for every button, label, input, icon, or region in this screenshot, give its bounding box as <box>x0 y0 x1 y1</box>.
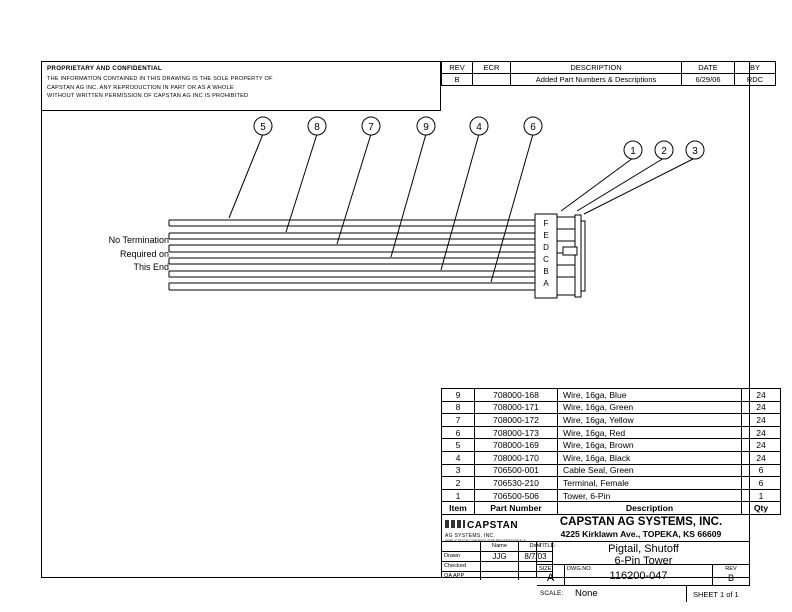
bom-item: 2 <box>442 477 475 490</box>
signoff-name-label: Name <box>481 542 519 551</box>
connector-letter-f: F <box>543 219 549 228</box>
bom-part-number: 708000-169 <box>475 439 558 452</box>
balloon-label-2: 2 <box>661 146 667 157</box>
balloon-label-1: 1 <box>630 146 636 157</box>
bom-row <box>442 464 781 477</box>
company-block <box>441 512 750 542</box>
bom-part-number: 708000-171 <box>475 401 558 414</box>
revision-row <box>442 74 776 86</box>
bill-of-materials <box>441 388 781 515</box>
logo-sub-text: AG SYSTEMS, INC. <box>445 533 496 539</box>
note-line-1: No Termination <box>108 235 169 245</box>
rev-block <box>713 565 750 586</box>
drawing-title-block <box>537 542 750 565</box>
bom-header-description: Description <box>558 502 742 515</box>
drawing-title-line-2: 6-Pin Tower <box>614 555 673 567</box>
bom-qty: 24 <box>742 414 781 427</box>
bom-row <box>442 401 781 414</box>
scale-value: None <box>575 588 598 599</box>
revision-table <box>441 61 776 86</box>
bom-item: 5 <box>442 439 475 452</box>
bom-qty: 24 <box>742 439 781 452</box>
wire-bundle <box>169 220 535 290</box>
proprietary-notice <box>41 61 441 111</box>
bom-description: Wire, 16ga, Blue <box>558 389 742 402</box>
signoff-drawn-name: JJG <box>481 551 519 561</box>
bom-row <box>442 489 781 502</box>
revision-header-description: DESCRIPTION <box>511 62 682 74</box>
proprietary-title: PROPRIETARY AND CONFIDENTIAL <box>47 65 162 72</box>
title-label: TITLE: <box>539 543 556 549</box>
bom-row <box>442 477 781 490</box>
scale-label: SCALE: <box>540 590 564 597</box>
drawing-title-line-1: Pigtail, Shutoff <box>608 543 679 555</box>
balloon-label-3: 3 <box>692 146 698 157</box>
bom-row <box>442 439 781 452</box>
balloon-label-7: 7 <box>368 122 374 133</box>
revision-cell-date: 6/29/06 <box>682 74 735 86</box>
signoff-date-label: Date <box>519 542 553 551</box>
logo-mark-row <box>445 515 531 533</box>
signoff-drawn-date: 8/7/03 <box>519 551 553 561</box>
bom-row <box>442 414 781 427</box>
bom-header-qty: Qty <box>742 502 781 515</box>
bom-qty: 6 <box>742 477 781 490</box>
bom-part-number: 708000-172 <box>475 414 558 427</box>
company-address: 4225 Kirklawn Ave., TOPEKA, KS 66609 <box>560 529 722 539</box>
balloon-label-5: 5 <box>260 122 266 133</box>
no-termination-note <box>41 234 169 275</box>
connector-letter-a: A <box>543 279 549 288</box>
rev-value: B <box>727 573 734 583</box>
bom-header-item: Item <box>442 502 475 515</box>
size-value: A <box>546 572 555 584</box>
leader-lines <box>229 134 695 282</box>
signoff-checked-row <box>442 561 553 571</box>
proprietary-line-1: THE INFORMATION CONTAINED IN THIS DRAWING IS THE SOLE PROPERTY OF <box>47 76 273 82</box>
note-line-2: Required on <box>119 248 169 259</box>
logo-bars-icon <box>445 520 465 528</box>
bom-row <box>442 389 781 402</box>
logo-main-text: CAPSTAN <box>467 520 519 531</box>
bom-item: 9 <box>442 389 475 402</box>
dwg-value: 116200-047 <box>609 570 668 582</box>
signoff-qa-name <box>481 571 519 580</box>
revision-header-rev: REV <box>442 62 473 74</box>
bom-part-number: 708000-168 <box>475 389 558 402</box>
bom-item: 6 <box>442 426 475 439</box>
revision-header-ecr: ECR <box>473 62 511 74</box>
bom-part-number: 706500-506 <box>475 489 558 502</box>
bom-qty: 24 <box>742 426 781 439</box>
signoff-blank <box>442 542 481 551</box>
bom-row <box>442 451 781 464</box>
balloon-label-9: 9 <box>423 122 429 133</box>
sheet-block <box>687 586 750 602</box>
bom-description: Wire, 16ga, Brown <box>558 439 742 452</box>
note-line-3: This End <box>133 262 169 272</box>
logo-tagline: APPLICATION CONTROL FOR PROFESSIONALS <box>445 539 526 543</box>
proprietary-line-3: WITHOUT WRITTEN PERMISSION OF CAPSTAN AG INC IS PROHIBITED <box>47 93 249 100</box>
revision-cell-description: Added Part Numbers & Descriptions <box>511 74 682 86</box>
signoff-checked-label: Checked <box>442 561 481 571</box>
signoff-qa-label: QA APP <box>442 571 481 580</box>
capstan-logo <box>445 515 531 543</box>
bom-qty: 6 <box>742 464 781 477</box>
bom-item: 8 <box>442 401 475 414</box>
balloon-label-4: 4 <box>476 122 482 133</box>
signoff-drawn-row <box>442 551 553 561</box>
revision-header-row <box>442 62 776 74</box>
bom-description: Wire, 16ga, Green <box>558 401 742 414</box>
bom-description: Wire, 16ga, Red <box>558 426 742 439</box>
bom-description: Wire, 16ga, Black <box>558 451 742 464</box>
bom-qty: 24 <box>742 401 781 414</box>
signoff-checked-name <box>481 561 519 571</box>
bom-item: 4 <box>442 451 475 464</box>
bom-item: 3 <box>442 464 475 477</box>
dwg-label: DWG.NO. <box>567 566 593 572</box>
bom-description: Tower, 6-Pin <box>558 489 742 502</box>
connector-letter-e: E <box>543 231 549 240</box>
connector-letter-b: B <box>543 267 549 276</box>
bom-row <box>442 426 781 439</box>
bom-qty: 1 <box>742 489 781 502</box>
dwg-number-block <box>565 565 713 586</box>
signoff-header-row <box>442 542 553 551</box>
signoff-drawn-label: Drawn <box>442 551 481 561</box>
bom-part-number: 708000-173 <box>475 426 558 439</box>
revision-header-date: DATE <box>682 62 735 74</box>
bom-description: Wire, 16ga, Yellow <box>558 414 742 427</box>
signoff-qa-row <box>442 571 553 580</box>
bom-qty: 24 <box>742 389 781 402</box>
rev-label: REV <box>725 566 737 572</box>
balloon-label-6: 6 <box>530 122 536 133</box>
bom-part-number: 706500-001 <box>475 464 558 477</box>
balloon-label-8: 8 <box>314 122 320 133</box>
revision-cell-by: RDC <box>735 74 776 86</box>
company-name: CAPSTAN AG SYSTEMS, INC. <box>559 516 723 528</box>
bom-header-part-number: Part Number <box>475 502 558 515</box>
connector-letter-d: D <box>543 243 549 252</box>
revision-cell-ecr <box>473 74 511 86</box>
bom-part-number: 708000-170 <box>475 451 558 464</box>
proprietary-line-2: CAPSTAN AG INC. ANY REPRODUCTION IN PART OR AS A WHOLE <box>47 84 234 91</box>
revision-cell-rev: B <box>442 74 473 86</box>
scale-block <box>537 586 687 602</box>
bom-qty: 24 <box>742 451 781 464</box>
bom-item: 1 <box>442 489 475 502</box>
bom-description: Cable Seal, Green <box>558 464 742 477</box>
connector-letter-c: C <box>543 255 549 264</box>
bom-item: 7 <box>442 414 475 427</box>
revision-header-by: BY <box>735 62 776 74</box>
bom-description: Terminal, Female <box>558 477 742 490</box>
size-block <box>537 565 565 586</box>
sheet-value: SHEET 1 of 1 <box>693 590 739 599</box>
size-label: SIZE <box>539 566 552 572</box>
bom-part-number: 706530-210 <box>475 477 558 490</box>
